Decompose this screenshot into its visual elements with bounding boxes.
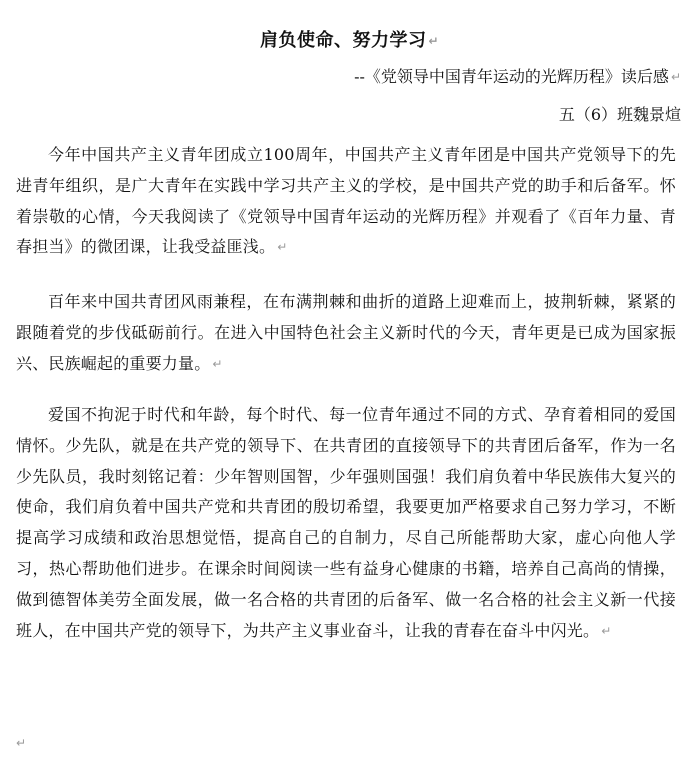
paragraph-mark-icon: ↵ <box>212 356 223 371</box>
document-title-text: 肩负使命、努力学习 <box>259 30 427 51</box>
body-paragraph-1 <box>16 140 676 263</box>
paragraph-mark-icon: ↵ <box>670 70 681 84</box>
body-paragraph-2 <box>16 287 676 379</box>
document-subtitle-text: --《党领导中国青年运动的光辉历程》读后感 <box>354 67 669 86</box>
paragraph-mark-icon: ↵ <box>277 240 288 255</box>
paragraph-mark-icon: ↵ <box>16 736 27 750</box>
paragraph-mark-icon: ↵ <box>428 34 440 48</box>
body-paragraph-3-text: 爱国不拘泥于时代和年龄，每个时代、每一位青年通过不同的方式、孕育着相同的爱国情怀。少先队，就是在共产党的领导下、在共青团的直接领导下的共青团后备军，作为一名少先队员，我时刻铭记着：少年智则国智，少年强则国强！我们肩负着中华民族伟大复兴的使命，我们肩负着中国共产党和共青团的殷切希望，我要更加严格要求自己努力学习，不断提高学习成绩和政治思想觉悟，提高自己的自制力，尽自己所能帮助大家，虚心向他人学习，热心帮助他们进步。在课余时间阅读一些有益身心健康的书籍，培养自己高尚的情操，做到德智体美劳全面发展，做一名合格的共青团的后备军、做一名合格的社会主义新一代接班人，在中国共产党的领导下，为共产主义事业奋斗，让我的青春在奋斗中闪光。 <box>16 405 676 640</box>
document-author <box>559 104 681 126</box>
body-paragraph-3 <box>16 400 676 646</box>
document-subtitle <box>354 66 681 88</box>
body-paragraph-1-text: 今年中国共产主义青年团成立100周年，中国共产主义青年团是中国共产党领导下的先进青年组织，是广大青年在实践中学习共产主义的学校，是中国共产党的助手和后备军。怀着崇敬的心情，今天我阅读了《党领导中国青年运动的光辉历程》并观看了《百年力量、青春担当》的微团课，让我受益匪浅。 <box>16 145 676 257</box>
body-paragraph-2-text: 百年来中国共青团风雨兼程，在布满荆棘和曲折的道路上迎难而上，披荆斩棘，紧紧的跟随着党的步伐砥砺前行。在进入中国特色社会主义新时代的今天，青年更是已成为国家振兴、民族崛起的重要力量。 <box>16 292 676 373</box>
document-title <box>0 28 699 54</box>
paragraph-mark-icon: ↵ <box>601 623 612 638</box>
document-author-text: 五（6）班魏景煊 <box>558 105 681 124</box>
